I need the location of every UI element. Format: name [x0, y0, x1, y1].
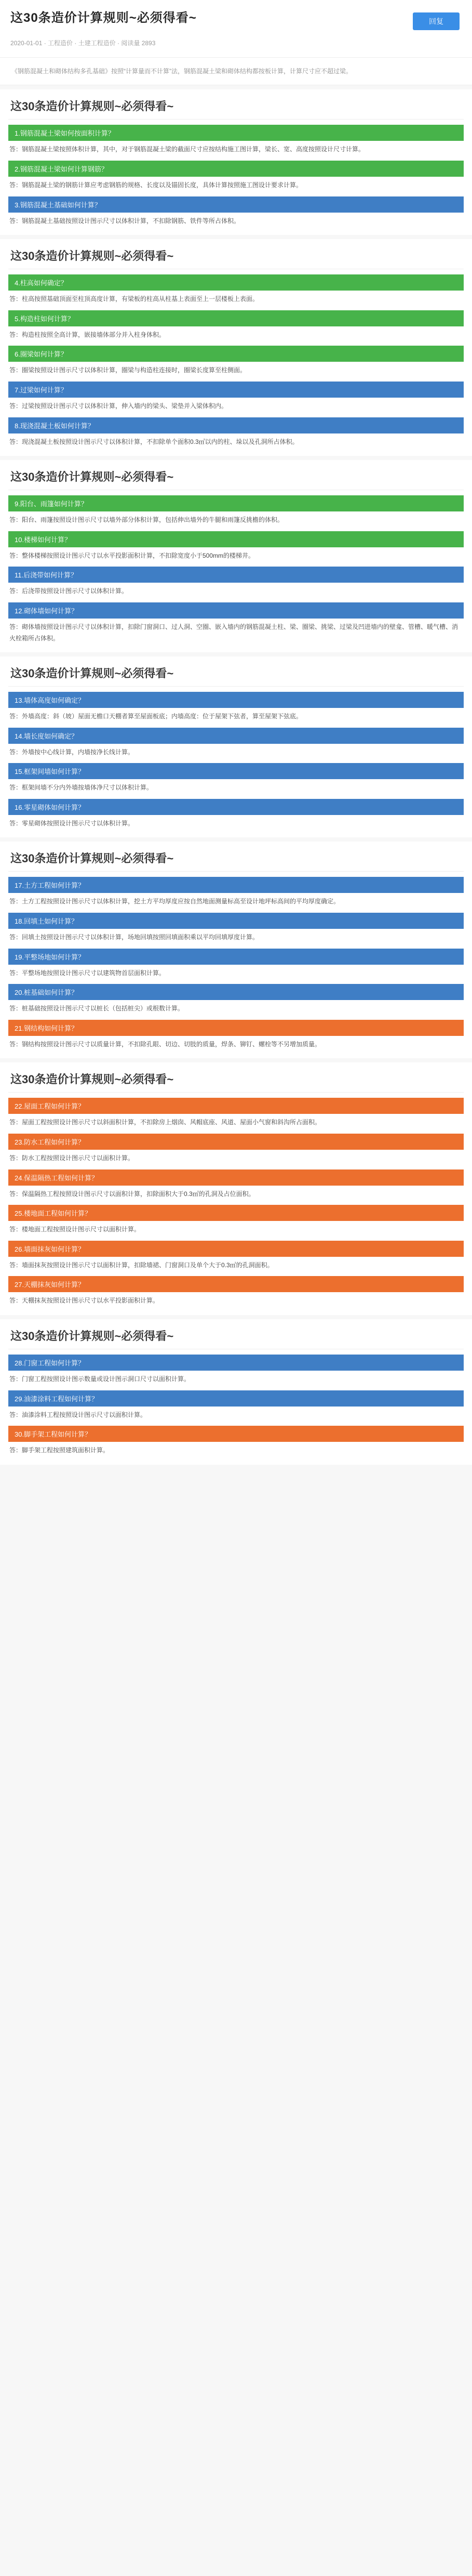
- answer-paragraph: 答：后浇带按照设计图示尺寸以体积计算。: [9, 587, 128, 595]
- question-heading: 8.现浇混凝土板如何计算？: [8, 417, 464, 433]
- article-section: [0, 239, 472, 456]
- article-section: [0, 1062, 472, 1315]
- answer-paragraph: 答：桩基础按照设计图示尺寸以桩长（包括桩尖）或根数计算。: [9, 1005, 184, 1013]
- answer-paragraph: 答：天棚抹灰按照设计图示尺寸以水平投影面积计算。: [9, 1297, 159, 1305]
- answer-paragraph: 答：整体楼梯按照设计图示尺寸以水平投影面积计算，不扣除宽度小于500mm的楼梯井。: [9, 551, 255, 559]
- header: [0, 0, 472, 57]
- answer-paragraph: 答：脚手架工程按照建筑面积计算。: [9, 1447, 110, 1454]
- question-heading: 5.构造柱如何计算？: [8, 310, 464, 326]
- question-heading: 11.后浇带如何计算？: [8, 567, 464, 583]
- article-meta: 2020-01-01 · 工程造价 · 土建工程造价 · 阅读量 2893: [10, 40, 156, 47]
- section-title: 这30条造价计算规则~必须得看~: [8, 460, 464, 490]
- question-heading: 12.砌体墙如何计算？: [8, 602, 464, 619]
- answer-paragraph: 答：框架间墙不分内外墙按墙体净尺寸以体积计算。: [9, 784, 153, 792]
- question-heading: 30.脚手架工程如何计算？: [8, 1426, 464, 1442]
- question-heading: 29.油漆涂料工程如何计算？: [8, 1390, 464, 1407]
- question-heading: 24.保温隔热工程如何计算？: [8, 1169, 464, 1186]
- question-heading: 22.屋面工程如何计算？: [8, 1098, 464, 1114]
- answer-paragraph: 答：钢筋混凝土梁的钢筋计算应考虑钢筋的规格、长度以及锚固长度，具体计算按照施工图设计要求计算。: [9, 181, 303, 189]
- article-section: [0, 460, 472, 652]
- answer-paragraph: 答：保温隔热工程按照设计图示尺寸以面积计算，扣除面积大于0.3㎡的孔洞及占位面积。: [9, 1190, 255, 1198]
- section-title: 这30条造价计算规则~必须得看~: [8, 1062, 464, 1093]
- answer-paragraph: 答：现浇混凝土板按照设计图示尺寸以体积计算，不扣除单个面积0.3㎡以内的柱、垛以及孔洞所占体积。: [9, 438, 299, 445]
- article-abstract: 《钢筋混凝土和砌体结构多孔基础》按照“计算量而不计算”法，钢筋混凝土梁和砌体结构都按板计算，计算尺寸应不超过梁。: [0, 57, 472, 85]
- section-title: 这30条造价计算规则~必须得看~: [8, 656, 464, 687]
- page-title: 这30条造价计算规则~必须得看~: [10, 11, 197, 25]
- answer-paragraph: 答：钢筋混凝土基础按照设计图示尺寸以体积计算，不扣除钢筋、铁件等所占体积。: [9, 217, 240, 225]
- answer-paragraph: 答：屋面工程按照设计图示尺寸以斜面积计算，不扣除房上烟囱、风帽底座、风道、屋面小气窗和斜沟所占面积。: [9, 1119, 321, 1126]
- question-heading: 25.楼地面工程如何计算？: [8, 1205, 464, 1221]
- answer-paragraph: 答：回填土按照设计图示尺寸以体积计算，场地回填按照回填面积乘以平均回填厚度计算。: [9, 934, 259, 941]
- answer-paragraph: 答：钢筋混凝土梁按照体积计算，其中，对于钢筋混凝土梁的截面尺寸应按结构施工图计算，梁长、宽、高度按照设计尺寸计算。: [9, 146, 365, 153]
- section-title: 这30条造价计算规则~必须得看~: [8, 239, 464, 269]
- article-body: [0, 89, 472, 1464]
- follow-button[interactable]: 回复: [413, 12, 460, 30]
- answer-paragraph: 答：零星砌体按照设计图示尺寸以体积计算。: [9, 819, 134, 827]
- answer-paragraph: 答：油漆涂料工程按照设计图示尺寸以面积计算。: [9, 1411, 147, 1418]
- article-section: [0, 89, 472, 235]
- question-heading: 23.防水工程如何计算？: [8, 1134, 464, 1150]
- question-heading: 19.平整场地如何计算？: [8, 949, 464, 965]
- question-heading: 4.柱高如何确定？: [8, 274, 464, 291]
- article-section: [0, 842, 472, 1058]
- answer-paragraph: 答：墙面抹灰按照设计图示尺寸以面积计算，扣除墙裙、门窗洞口及单个大于0.3㎡的孔洞面积。: [9, 1261, 274, 1269]
- question-heading: 26.墙面抹灰如何计算？: [8, 1241, 464, 1257]
- question-heading: 15.框架间墙如何计算？: [8, 763, 464, 779]
- question-heading: 20.桩基础如何计算？: [8, 984, 464, 1000]
- question-heading: 7.过梁如何计算？: [8, 382, 464, 398]
- answer-paragraph: 答：构造柱按照全高计算，嵌接墙体部分并入柱身体积。: [9, 331, 166, 338]
- question-heading: 17.土方工程如何计算？: [8, 877, 464, 893]
- answer-paragraph: 答：土方工程按照设计图示尺寸以体积计算，挖土方平均厚度应按自然地面测量标高至设计地坪标高间的平均厚度确定。: [9, 898, 340, 905]
- question-heading: 3.钢筋混凝土基础如何计算？: [8, 196, 464, 213]
- answer-paragraph: 答：门窗工程按照设计图示数量或设计图示洞口尺寸以面积计算。: [9, 1375, 191, 1383]
- question-heading: 1.钢筋混凝土梁如何按面积计算？: [8, 125, 464, 141]
- question-heading: 6.圈梁如何计算？: [8, 346, 464, 362]
- question-heading: 10.楼梯如何计算？: [8, 531, 464, 547]
- answer-paragraph: 答：过梁按照设计图示尺寸以体积计算，伸入墙内的梁头、梁垫并入梁体积内。: [9, 402, 228, 410]
- question-heading: 2.钢筋混凝土梁如何计算钢筋？: [8, 161, 464, 177]
- article-section: [0, 1319, 472, 1465]
- question-heading: 13.墙体高度如何确定？: [8, 692, 464, 708]
- answer-paragraph: 答：钢结构按照设计图示尺寸以质量计算，不扣除孔眼、切边、切肢的质量，焊条、铆钉、螺栓等不另增加质量。: [9, 1040, 321, 1048]
- question-heading: 9.阳台、雨篷如何计算？: [8, 495, 464, 511]
- answer-paragraph: 答：平整场地按照设计图示尺寸以建筑物首层面积计算。: [9, 969, 166, 977]
- question-heading: 28.门窗工程如何计算？: [8, 1355, 464, 1371]
- answer-paragraph: 答：柱高按照基础顶面至柱顶高度计算，有梁板的柱高从柱基上表面至上一层楼板上表面。: [9, 295, 259, 303]
- answer-paragraph: 答：外墙按中心线计算，内墙按净长线计算。: [9, 748, 134, 756]
- answer-paragraph: 答：圈梁按照设计图示尺寸以体积计算，圈梁与构造柱连接时，圈梁长度算至柱侧面。: [9, 366, 247, 374]
- question-heading: 18.回填土如何计算？: [8, 913, 464, 929]
- section-title: 这30条造价计算规则~必须得看~: [8, 842, 464, 872]
- question-heading: 14.墙长度如何确定？: [8, 728, 464, 744]
- answer-paragraph: 答：楼地面工程按照设计图示尺寸以面积计算。: [9, 1226, 141, 1233]
- answer-paragraph: 答：阳台、雨篷按照设计图示尺寸以墙外部分体积计算，包括伸出墙外的牛腿和雨篷反挑檐的体积。: [9, 516, 284, 524]
- section-title: 这30条造价计算规则~必须得看~: [8, 89, 464, 120]
- question-heading: 27.天棚抹灰如何计算？: [8, 1276, 464, 1292]
- answer-paragraph: 答：外墙高度：斜（坡）屋面无檐口天棚者算至屋面板底；内墙高度：位于屋架下弦者，算至屋架下弦底。: [9, 713, 303, 720]
- question-heading: 16.零星砌体如何计算？: [8, 799, 464, 815]
- question-heading: 21.钢结构如何计算？: [8, 1020, 464, 1036]
- answer-paragraph: 答：防水工程按照设计图示尺寸以面积计算。: [9, 1154, 134, 1162]
- answer-paragraph: 答：砌体墙按照设计图示尺寸以体积计算，扣除门窗洞口、过人洞、空圈、嵌入墙内的钢筋混凝土柱、梁、圈梁、挑梁、过梁及凹进墙内的壁龛、管槽、暖气槽、消火栓箱所占体积。: [9, 623, 458, 642]
- section-title: 这30条造价计算规则~必须得看~: [8, 1319, 464, 1349]
- article-section: [0, 656, 472, 837]
